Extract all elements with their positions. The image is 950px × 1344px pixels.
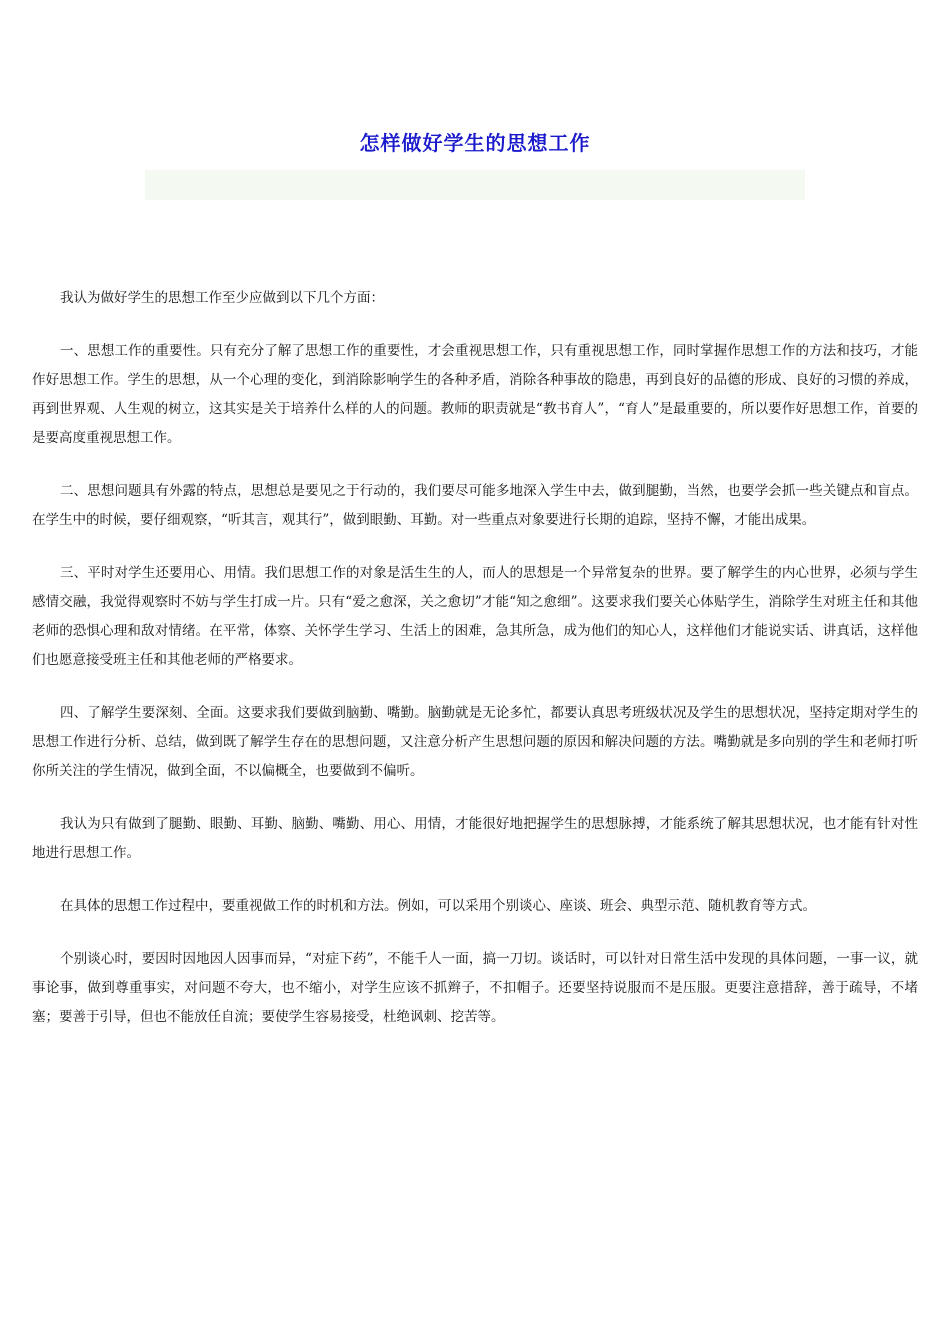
title-band	[145, 170, 805, 200]
paragraph-point-2: 二、思想问题具有外露的特点，思想总是要见之于行动的，我们要尽可能多地深入学生中去，做到腿勤，当然，也要学会抓一些关键点和盲点。在学生中的时候，要仔细观察，“听其言，观其行”，做到眼勤、耳勤。对一些重点对象要进行长期的追踪，坚持不懈，才能出成果。	[32, 483, 918, 528]
paragraph-summary: 我认为只有做到了腿勤、眼勤、耳勤、脑勤、嘴勤、用心、用情，才能很好地把握学生的思想脉搏，才能系统了解其思想状况，也才能有针对性地进行思想工作。	[32, 816, 918, 861]
paragraph-point-1: 一、思想工作的重要性。只有充分了解了思想工作的重要性，才会重视思想工作，只有重视思想工作，同时掌握作思想工作的方法和技巧，才能作好思想工作。学生的思想，从一个心理的变化，到消除影响学生的各种矛盾，消除各种事故的隐患，再到良好的品德的形成、良好的习惯的养成，再到世界观、人生观的树立，这其实是关于培养什么样的人的问题。教师的职责就是“教书育人”，“育人”是最重要的，所以要作好思想工作，首要的是要高度重视思想工作。	[32, 343, 918, 446]
document-title: 怎样做好学生的思想工作	[359, 131, 591, 155]
paragraph-methods: 在具体的思想工作过程中，要重视做工作的时机和方法。例如，可以采用个别谈心、座谈、班会、典型示范、随机教育等方式。	[60, 898, 816, 914]
paragraph-point-3: 三、平时对学生还要用心、用情。我们思想工作的对象是活生生的人，而人的思想是一个异常复杂的世界。要了解学生的内心世界，必须与学生感情交融，我觉得观察时不妨与学生打成一片。只有“爱之愈深，关之愈切”才能“知之愈细”。这要求我们要关心体贴学生，消除学生对班主任和其他老师的恐惧心理和敌对情绪。在平常，体察、关怀学生学习、生活上的困难，急其所急，成为他们的知心人，这样他们才能说实话、讲真话，这样他们也愿意接受班主任和其他老师的严格要求。	[32, 565, 918, 668]
document-body	[32, 284, 918, 1056]
paragraph-individual-talk: 个别谈心时，要因时因地因人因事而异，“对症下药”，不能千人一面，搞一刀切。谈话时，可以针对日常生活中发现的具体问题，一事一议，就事论事，做到尊重事实，对问题不夸大，也不缩小，对学生应该不抓辫子，不扣帽子。还要坚持说服而不是压服。更要注意措辞，善于疏导，不堵塞；要善于引导，但也不能放任自流；要使学生容易接受，杜绝讽刺、挖苦等。	[32, 951, 918, 1025]
paragraph-intro: 我认为做好学生的思想工作至少应做到以下几个方面：	[60, 290, 384, 306]
paragraph-point-4: 四、了解学生要深刻、全面。这要求我们要做到脑勤、嘴勤。脑勤就是无论多忙，都要认真思考班级状况及学生的思想状况，坚持定期对学生的思想工作进行分析、总结，做到既了解学生存在的思想问题，又注意分析产生思想问题的原因和解决问题的方法。嘴勤就是多向别的学生和老师打听你所关注的学生情况，做到全面，不以偏概全，也要做到不偏听。	[32, 705, 918, 779]
